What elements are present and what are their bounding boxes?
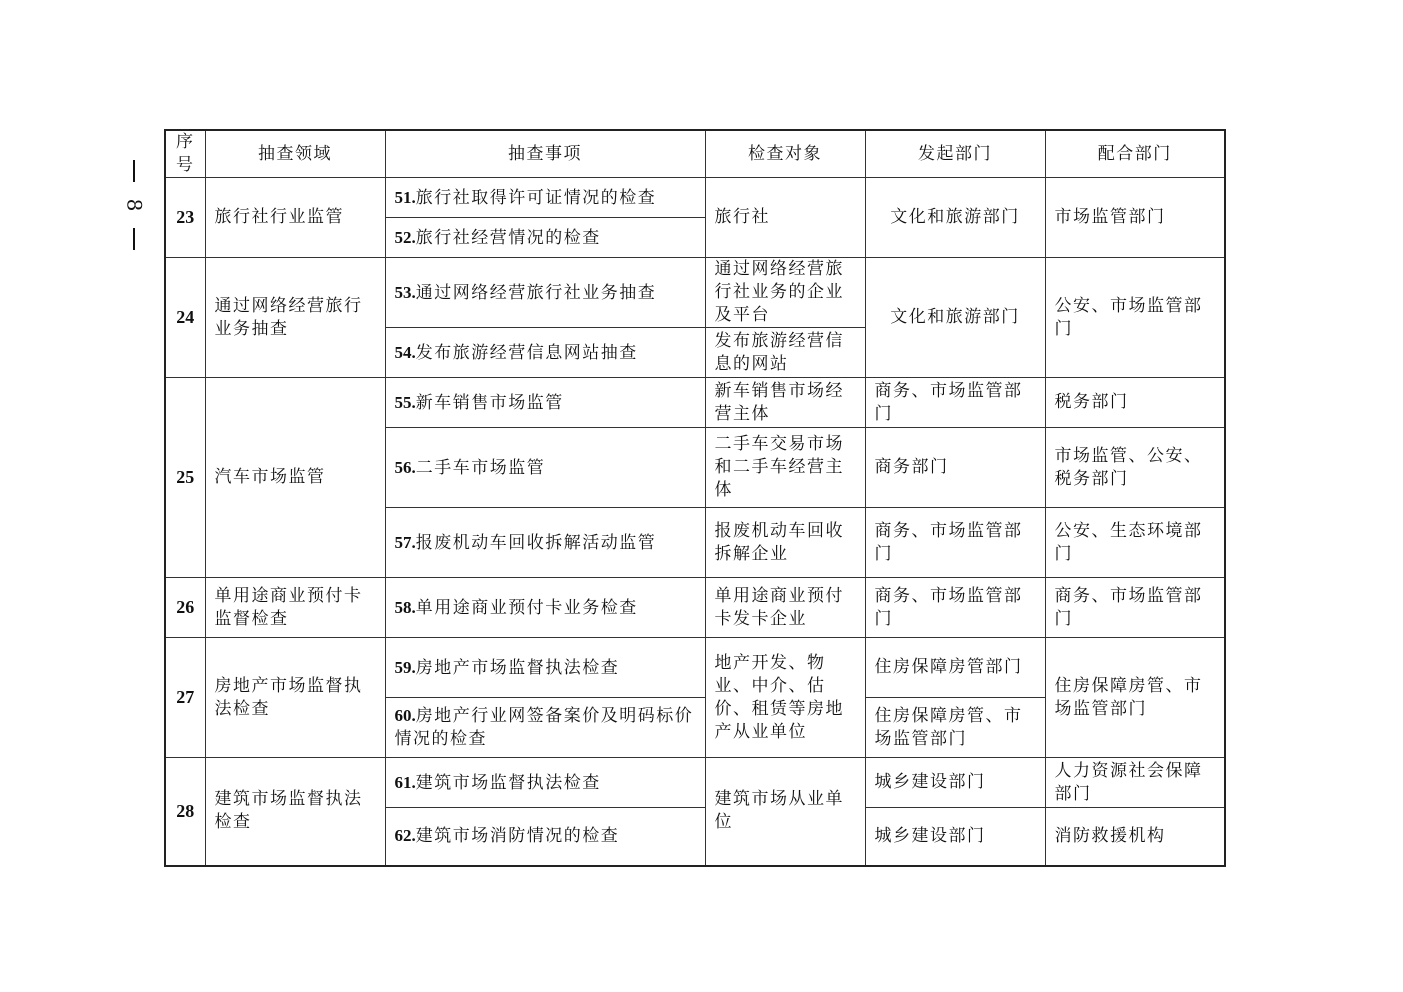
initiating-department: 住房保障房管、市场监管部门: [865, 698, 1045, 758]
header-initiator: 发起部门: [865, 130, 1045, 178]
cooperating-department: 人力资源社会保障部门: [1045, 758, 1225, 808]
initiating-department: 商务、市场监管部门: [865, 578, 1045, 638]
inspection-field: 建筑市场监督执法检查: [205, 758, 385, 866]
cooperating-department: 住房保障房管、市场监管部门: [1045, 638, 1225, 758]
header-item: 抽查事项: [385, 130, 705, 178]
inspection-target: 单用途商业预付卡发卡企业: [705, 578, 865, 638]
cooperating-department: 市场监管部门: [1045, 178, 1225, 258]
table-row: [165, 258, 1225, 328]
item-text: 建筑市场消防情况的检查: [415, 826, 620, 847]
table-row: [165, 578, 1225, 638]
item-number: 51.: [394, 187, 416, 207]
table-row: [165, 638, 1225, 698]
item-number: 60.: [394, 706, 416, 725]
row-number: 28: [165, 758, 205, 866]
inspection-target: 发布旅游经营信息的网站: [705, 328, 865, 378]
page-number-dash-bottom: [133, 228, 135, 250]
inspection-item: [385, 178, 705, 218]
row-number: 24: [165, 258, 205, 378]
row-number: 23: [165, 178, 205, 258]
inspection-target: 地产开发、物业、中介、估价、租赁等房地产从业单位: [705, 638, 865, 758]
item-text: 二手车市场监管: [415, 457, 546, 478]
table-row: [165, 178, 1225, 218]
item-text: 房地产市场监督执法检查: [415, 657, 620, 678]
item-text: 报废机动车回收拆解活动监管: [415, 532, 657, 553]
initiating-department: 文化和旅游部门: [865, 258, 1045, 378]
item-text: 旅行社经营情况的检查: [415, 227, 601, 248]
item-number: 59.: [394, 657, 416, 677]
cooperating-department: 消防救援机构: [1045, 808, 1225, 866]
header-cooperator: 配合部门: [1045, 130, 1225, 178]
cooperating-department: 市场监管、公安、税务部门: [1045, 428, 1225, 508]
table-row: [165, 758, 1225, 808]
item-text: 发布旅游经营信息网站抽查: [415, 342, 638, 363]
page-number-dash-top: [133, 160, 135, 182]
inspection-item: [385, 758, 705, 808]
item-number: 61.: [394, 772, 416, 792]
table-row: [165, 378, 1225, 428]
item-text: 通过网络经营旅行社业务抽查: [415, 282, 657, 303]
initiating-department: 城乡建设部门: [865, 758, 1045, 808]
inspection-target: 旅行社: [705, 178, 865, 258]
inspection-table: [164, 129, 1226, 867]
inspection-item: [385, 698, 705, 758]
inspection-item: [385, 328, 705, 378]
row-number: 25: [165, 378, 205, 578]
item-number: 56.: [394, 457, 416, 477]
item-text: 单用途商业预付卡业务检查: [415, 597, 638, 618]
item-text: 新车销售市场监管: [415, 392, 564, 413]
inspection-target: 二手车交易市场和二手车经营主体: [705, 428, 865, 508]
cooperating-department: 公安、生态环境部门: [1045, 508, 1225, 578]
inspection-target: 建筑市场从业单位: [705, 758, 865, 866]
inspection-target: 新车销售市场经营主体: [705, 378, 865, 428]
inspection-field: 汽车市场监管: [205, 378, 385, 578]
inspection-item: [385, 578, 705, 638]
initiating-department: 商务部门: [865, 428, 1045, 508]
inspection-field: 旅行社行业监管: [205, 178, 385, 258]
page-number-digit: 8: [121, 198, 146, 212]
inspection-target: 报废机动车回收拆解企业: [705, 508, 865, 578]
row-number: 26: [165, 578, 205, 638]
inspection-item: [385, 808, 705, 866]
item-number: 54.: [394, 342, 416, 362]
item-number: 58.: [394, 597, 416, 617]
initiating-department: 住房保障房管部门: [865, 638, 1045, 698]
item-number: 62.: [394, 826, 416, 846]
inspection-field: 房地产市场监督执法检查: [205, 638, 385, 758]
table-header-row: [165, 130, 1225, 178]
cooperating-department: 公安、市场监管部门: [1045, 258, 1225, 378]
item-number: 53.: [394, 282, 416, 302]
inspection-item: [385, 428, 705, 508]
item-text: 旅行社取得许可证情况的检查: [415, 187, 657, 208]
initiating-department: 文化和旅游部门: [865, 178, 1045, 258]
item-number: 52.: [394, 227, 416, 247]
cooperating-department: 商务、市场监管部门: [1045, 578, 1225, 638]
row-number: 27: [165, 638, 205, 758]
inspection-field: 通过网络经营旅行业务抽查: [205, 258, 385, 378]
header-target: 检查对象: [705, 130, 865, 178]
inspection-item: [385, 378, 705, 428]
cooperating-department: 税务部门: [1045, 378, 1225, 428]
inspection-item: [385, 638, 705, 698]
inspection-item: [385, 258, 705, 328]
initiating-department: 商务、市场监管部门: [865, 378, 1045, 428]
page-number: [119, 160, 149, 250]
item-text: 房地产行业网签备案价及明码标价情况的检查: [394, 706, 694, 749]
header-seq: 序号: [165, 130, 205, 178]
item-number: 55.: [394, 392, 416, 412]
inspection-item: [385, 218, 705, 258]
item-number: 57.: [394, 532, 416, 552]
initiating-department: 城乡建设部门: [865, 808, 1045, 866]
item-text: 建筑市场监督执法检查: [415, 772, 601, 793]
inspection-field: 单用途商业预付卡监督检查: [205, 578, 385, 638]
inspection-target: 通过网络经营旅行社业务的企业及平台: [705, 258, 865, 328]
initiating-department: 商务、市场监管部门: [865, 508, 1045, 578]
inspection-item: [385, 508, 705, 578]
header-field: 抽查领域: [205, 130, 385, 178]
